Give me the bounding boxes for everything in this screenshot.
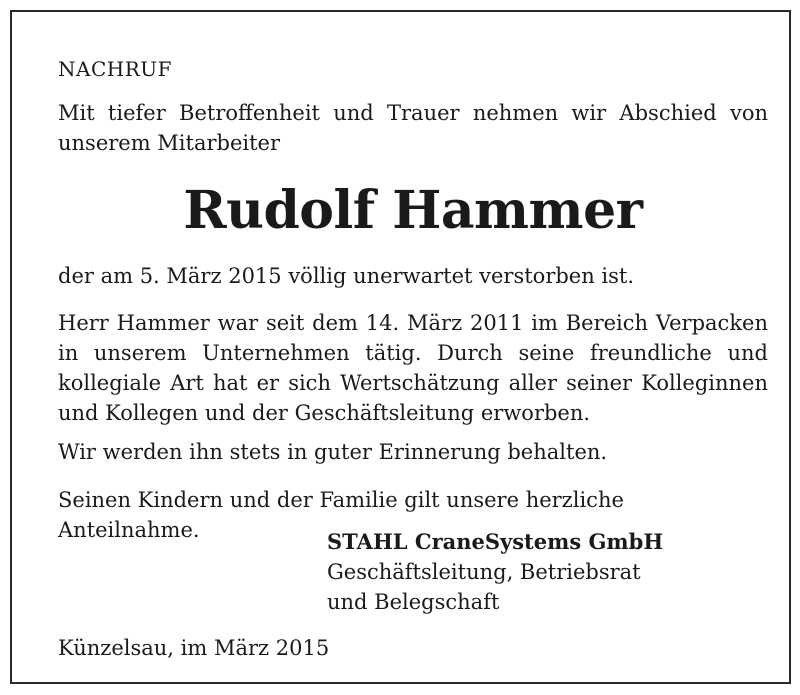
death-notice: der am 5. März 2015 völlig unerwartet verstorben ist. xyxy=(58,264,635,288)
obituary-frame xyxy=(11,11,790,683)
sympathy-line: Seinen Kindern und der Familie gilt unsere herzliche Anteilnahme. xyxy=(58,488,624,542)
deceased-name: Rudolf Hammer xyxy=(183,180,643,241)
signature-line-1: Geschäftsleitung, Betriebsrat xyxy=(327,560,641,584)
memory-line: Wir werden ihn stets in guter Erinnerung behalten. xyxy=(58,440,608,464)
body-paragraph: Herr Hammer war seit dem 14. März 2011 im Bereich Verpacken in unserem Unternehmen tätig. Durch seine freundliche und kollegiale Art hat er sich Wertschätzung aller seiner Kolleginnen und Kollegen und der Geschäftsleitung erworben. xyxy=(58,311,768,425)
signature-block xyxy=(327,527,663,617)
place-date: Künzelsau, im März 2015 xyxy=(58,636,330,660)
intro-text: Mit tiefer Betroffenheit und Trauer nehmen wir Abschied von unserem Mitarbeiter xyxy=(58,101,768,155)
signature-company: STAHL CraneSystems GmbH xyxy=(327,529,664,554)
signature-line-2: und Belegschaft xyxy=(327,590,500,614)
heading: NACHRUF xyxy=(58,57,172,81)
